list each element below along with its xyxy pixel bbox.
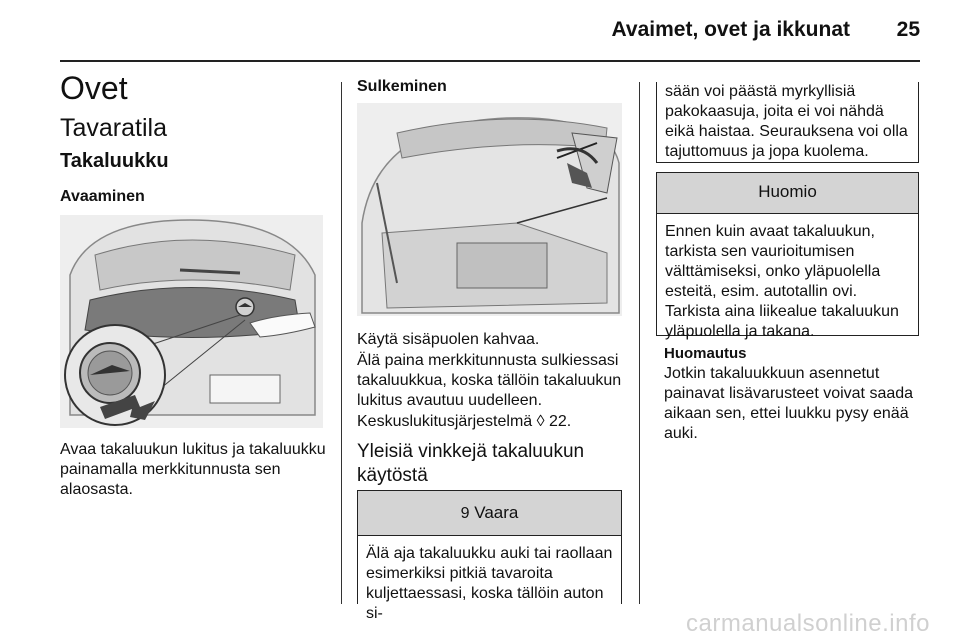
paragraph-do-not-press: Älä paina merkkitunnusta sulkiessasi takaluukkua, koska tällöin takaluukun lukitus avautuu uudelleen. (357, 352, 622, 409)
running-header-title: Avaimet, ovet ja ikkunat (611, 18, 850, 41)
page-number: 25 (896, 18, 920, 41)
notice-header: Huomio (657, 173, 918, 214)
column-divider-2 (639, 82, 640, 604)
header-rule (60, 60, 920, 62)
paragraph-central-locking: Keskuslukitusjärjestelmä ◊ 22. (357, 413, 572, 430)
note-text: Jotkin takaluukkuun asennetut painavat lisävarusteet voivat saada aikaan sen, ettei luukku pysy enää auki. (664, 365, 914, 442)
general-tips-title: Yleisiä vinkkejä takaluukun käytöstä (357, 441, 585, 486)
subtopic-title-closing: Sulkeminen (357, 78, 447, 95)
warning-box (357, 490, 622, 622)
watermark: carmanualsonline.info (686, 610, 930, 637)
warning-text-continued: sään voi päästä myrkyllisiä pakokaasuja, joita ei voi nähdä eikä haistaa. Seurauksena voi olla tajuttomuus ja jopa kuolema. (665, 83, 908, 160)
warning-title: Vaara (474, 503, 519, 522)
tailgate-closing-illustration (357, 103, 622, 316)
section-title: Ovet (60, 70, 128, 106)
subsection-title: Tavaratila (60, 114, 167, 142)
figure-tailgate-opening (60, 215, 323, 428)
figure-tailgate-closing (357, 103, 622, 316)
warning-icon: 9 (460, 505, 470, 522)
figure-caption: Avaa takaluukun lukitus ja takaluukku painamalla merkkitunnusta sen alaosasta. (60, 441, 326, 498)
note-title: Huomautus (664, 345, 747, 362)
subtopic-title-opening: Avaaminen (60, 188, 145, 205)
notice-box (656, 172, 919, 340)
warning-text: Älä aja takaluukku auki tai raollaan esimerkiksi pitkiä tavaroita kuljettaessasi, koska tällöin auton si- (366, 545, 613, 622)
notice-text: Ennen kuin avaat takaluukun, tarkista sen vaurioitumisen välttämiseksi, onko yläpuolella esteitä, esim. autotallin ovi. Tarkista aina liikealue takaluukun yläpuolella ja takana. (665, 223, 899, 340)
paragraph-use-handle: Käytä sisäpuolen kahvaa. (357, 331, 540, 348)
topic-title: Takaluukku (60, 150, 169, 172)
warning-header (358, 491, 621, 536)
warning-box-continued (656, 82, 919, 163)
tailgate-opening-illustration (60, 215, 323, 428)
column-divider-1 (341, 82, 342, 604)
